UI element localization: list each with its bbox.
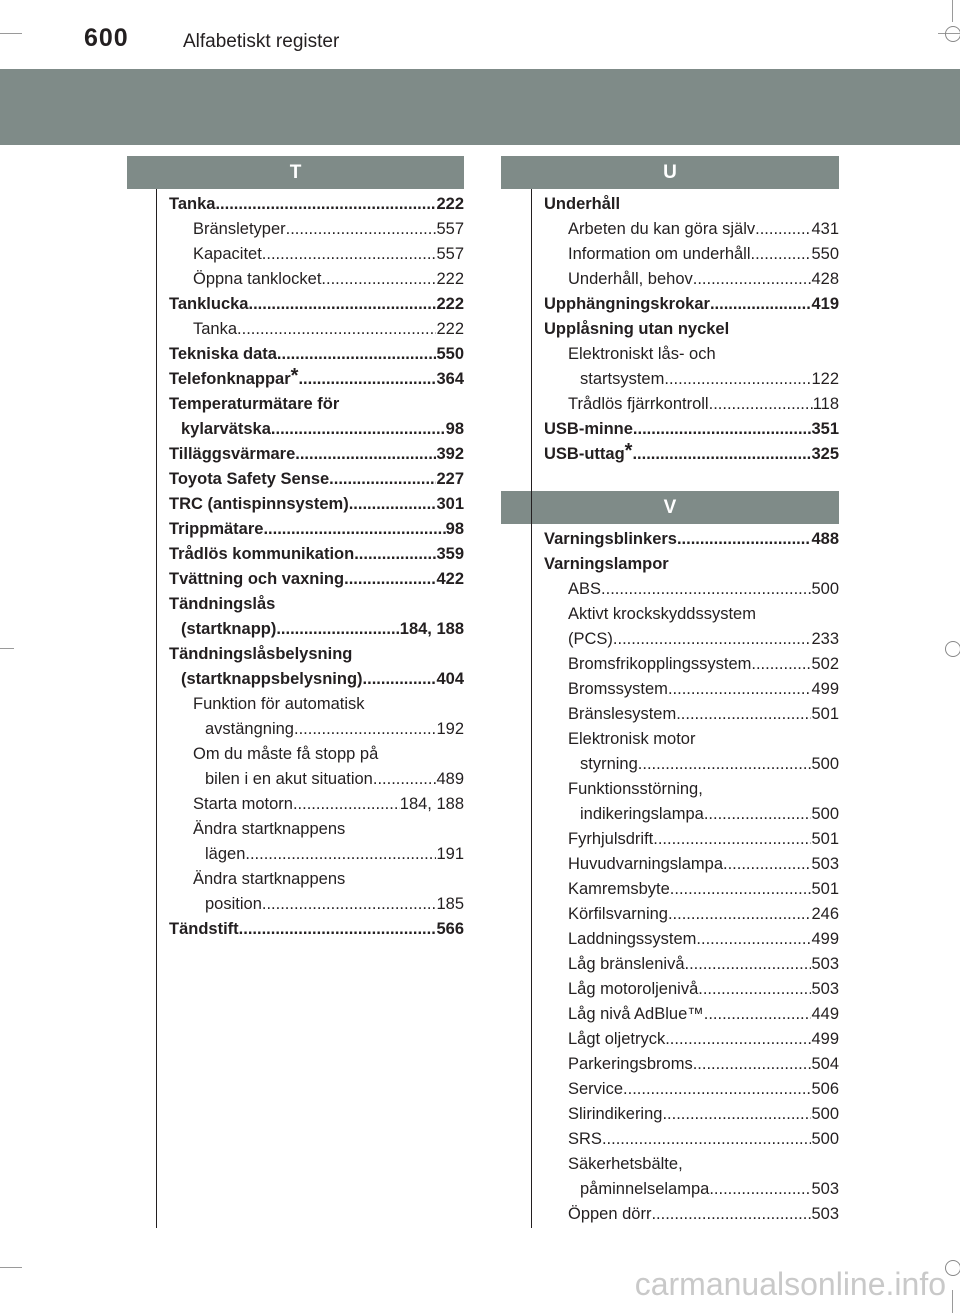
index-entry <box>169 889 464 914</box>
dot-leader <box>668 680 812 699</box>
index-entry <box>544 1099 839 1124</box>
index-entry-text: Telefonknappar* <box>169 364 299 388</box>
index-page-ref: 500 <box>811 1105 839 1123</box>
dot-leader <box>298 370 436 389</box>
index-entry <box>169 514 464 539</box>
dot-leader <box>613 630 812 649</box>
dot-leader <box>239 920 437 939</box>
index-page-ref: 222 <box>436 295 464 313</box>
index-page-ref: 566 <box>436 920 464 938</box>
index-page-ref: 222 <box>436 270 464 288</box>
index-entry-text: Underhåll <box>544 195 621 213</box>
index-entry <box>169 339 464 364</box>
index-list-v <box>544 524 839 1224</box>
index-entry-text: Öppen dörr <box>568 1205 652 1223</box>
index-page-ref: 185 <box>436 895 464 913</box>
index-entry-text: Bromsfrikopplingssystem <box>568 655 752 673</box>
index-entry-text: Arbeten du kan göra själv <box>568 220 756 238</box>
index-entry <box>544 649 839 674</box>
crop-mark <box>952 1290 953 1313</box>
index-entry-text: indikeringslampa <box>580 805 704 823</box>
index-entry-text: Slirindikering <box>568 1105 663 1123</box>
dot-leader <box>751 245 812 264</box>
dot-leader <box>723 855 811 874</box>
index-page-ref: 364 <box>436 370 464 388</box>
index-entry <box>169 439 464 464</box>
index-entry-text: Varningslampor <box>544 555 669 573</box>
index-page-ref: 499 <box>811 1030 839 1048</box>
dot-leader <box>693 270 812 289</box>
index-page-ref: 404 <box>436 670 464 688</box>
index-entry-text: Fyrhjulsdrift <box>568 830 654 848</box>
dot-leader <box>693 1055 812 1074</box>
index-entry-text: lägen <box>205 845 246 863</box>
asterisk-marker: * <box>290 364 299 387</box>
dot-leader <box>295 445 436 464</box>
index-entry-text: Ändra startknappens <box>193 870 346 888</box>
index-page-ref: 301 <box>436 495 464 513</box>
dot-leader <box>245 845 436 864</box>
index-entry-text: Ändra startknappens <box>193 820 346 838</box>
dot-leader <box>623 1080 811 1099</box>
dot-leader <box>632 445 811 464</box>
index-entry <box>169 489 464 514</box>
index-page-ref: 506 <box>811 1080 839 1098</box>
index-entry <box>169 464 464 489</box>
index-entry <box>544 214 839 239</box>
index-entry <box>544 414 839 439</box>
index-entry-text: Tvättning och vaxning <box>169 570 345 588</box>
section-header-t: T <box>127 156 464 189</box>
dot-leader <box>677 530 812 549</box>
index-entry-text: Bränslesystem <box>568 705 677 723</box>
index-entry <box>169 289 464 314</box>
index-page-ref: 98 <box>445 420 464 438</box>
registration-mark <box>945 26 960 42</box>
index-page-ref: 501 <box>811 830 839 848</box>
index-entry-text: Service <box>568 1080 624 1098</box>
index-entry <box>544 524 839 549</box>
index-entry <box>169 264 464 289</box>
index-entry-text: Öppna tanklocket <box>193 270 322 288</box>
dot-leader <box>349 495 437 514</box>
index-entry-text: Tändstift <box>169 920 239 938</box>
index-page-ref: 502 <box>811 655 839 673</box>
index-entry-text: Trådlös kommunikation <box>169 545 355 563</box>
index-entry <box>544 389 839 414</box>
index-page-ref: 118 <box>812 395 839 413</box>
index-page-ref: 501 <box>811 705 839 723</box>
header-banner <box>0 69 960 145</box>
section-header-u: U <box>501 156 839 189</box>
dot-leader <box>329 470 436 489</box>
index-entry <box>544 289 839 314</box>
column-rule-left <box>156 189 157 1228</box>
index-entry <box>544 674 839 699</box>
index-entry <box>544 189 839 214</box>
index-entry-text: Upplåsning utan nyckel <box>544 320 730 338</box>
index-page-ref: 222 <box>436 320 464 338</box>
dot-leader <box>664 370 811 389</box>
watermark: carmanualsonline.info <box>634 1266 946 1302</box>
index-entry <box>544 1074 839 1099</box>
index-entry-text: Tändningslåsbelysning <box>169 645 353 663</box>
index-entry <box>169 214 464 239</box>
dot-leader <box>237 320 436 339</box>
dot-leader <box>363 670 437 689</box>
index-entry <box>544 314 839 339</box>
crop-mark <box>0 648 14 649</box>
index-entry-text: Säkerhetsbälte, <box>568 1155 683 1173</box>
index-entry-text: Tanka <box>169 195 216 213</box>
dot-leader <box>602 1130 812 1149</box>
index-page-ref: 419 <box>811 295 839 313</box>
index-entry <box>544 974 839 999</box>
index-entry-text: TRC (antispinnsystem) <box>169 495 349 513</box>
dot-leader <box>685 955 812 974</box>
index-entry <box>544 999 839 1024</box>
index-entry-text: (startknapp) <box>181 620 277 638</box>
index-entry <box>169 314 464 339</box>
index-entry-text: Låg nivå AdBlue™ <box>568 1005 704 1023</box>
dot-leader <box>601 580 811 599</box>
index-entry <box>544 1049 839 1074</box>
index-page-ref: 222 <box>436 195 464 213</box>
index-entry-text: Information om underhåll <box>568 245 751 263</box>
index-page-ref: 503 <box>811 855 839 873</box>
index-list-u <box>544 189 839 464</box>
index-entry-text: Elektronisk motor <box>568 730 696 748</box>
index-entry-text: position <box>205 895 262 913</box>
index-entry <box>169 664 464 689</box>
dot-leader <box>271 420 446 439</box>
index-entry <box>544 549 839 574</box>
index-page-ref: 428 <box>811 270 839 288</box>
page-number: 600 <box>84 24 129 52</box>
index-entry-text: Trippmätare <box>169 520 264 538</box>
index-entry <box>544 574 839 599</box>
dot-leader <box>665 1030 811 1049</box>
index-entry <box>169 814 464 839</box>
index-entry-text: Tändningslås <box>169 595 276 613</box>
index-page-ref: 191 <box>436 845 464 863</box>
index-entry-text: startsystem <box>580 370 665 388</box>
index-entry <box>544 799 839 824</box>
index-page-ref: 557 <box>436 220 464 238</box>
index-entry-text: Aktivt krockskyddssystem <box>568 605 756 623</box>
index-entry <box>544 749 839 774</box>
dot-leader <box>215 195 436 214</box>
index-entry-text: Huvudvarningslampa <box>568 855 724 873</box>
index-entry-text: Upphängningskrokar <box>544 295 710 313</box>
dot-leader <box>668 905 812 924</box>
index-entry-text: styrning <box>580 755 638 773</box>
index-entry-text: Elektroniskt lås- och <box>568 345 716 363</box>
dot-leader <box>262 895 437 914</box>
index-entry <box>544 599 839 624</box>
dot-leader <box>354 545 436 564</box>
dot-leader <box>248 295 436 314</box>
index-page-ref: 500 <box>811 805 839 823</box>
index-entry <box>169 189 464 214</box>
dot-leader <box>373 770 437 789</box>
index-entry-text: bilen i en akut situation <box>205 770 373 788</box>
index-page-ref: 98 <box>445 520 464 538</box>
index-entry-text: Trådlös fjärrkontroll <box>568 395 709 413</box>
dot-leader <box>662 1105 811 1124</box>
index-entry-text: USB-minne <box>544 420 633 438</box>
index-entry <box>169 589 464 614</box>
index-page-ref: 233 <box>811 630 839 648</box>
index-entry-text: Kapacitet <box>193 245 262 263</box>
index-entry-text: SRS <box>568 1130 602 1148</box>
crop-mark <box>0 33 22 34</box>
asterisk-marker: * <box>624 439 633 462</box>
index-entry-text: avstängning <box>205 720 294 738</box>
index-entry <box>544 624 839 649</box>
index-entry-text: kylarvätska <box>181 420 271 438</box>
index-entry <box>544 849 839 874</box>
index-entry-text: Bränsletyper <box>193 220 286 238</box>
index-entry <box>169 639 464 664</box>
dot-leader <box>276 620 399 639</box>
index-entry <box>544 924 839 949</box>
index-page-ref: 557 <box>436 245 464 263</box>
index-entry <box>169 839 464 864</box>
index-entry-text: Körfilsvarning <box>568 905 668 923</box>
index-entry <box>544 339 839 364</box>
dot-leader <box>709 395 813 414</box>
dot-leader <box>277 345 437 364</box>
index-page-ref: 501 <box>811 880 839 898</box>
index-page-ref: 184, 188 <box>399 620 464 638</box>
index-page-ref: 359 <box>436 545 464 563</box>
index-page-ref: 192 <box>436 720 464 738</box>
index-entry-text: Laddningssystem <box>568 930 697 948</box>
index-entry <box>544 699 839 724</box>
index-page-ref: 351 <box>811 420 839 438</box>
index-entry <box>169 239 464 264</box>
index-entry <box>544 364 839 389</box>
index-page-ref: 184, 188 <box>399 795 464 813</box>
dot-leader <box>709 1180 811 1199</box>
index-page-ref: 488 <box>811 530 839 548</box>
registration-mark <box>945 641 960 657</box>
index-page-ref: 449 <box>811 1005 839 1023</box>
index-entry-text: USB-uttag* <box>544 439 633 463</box>
dot-leader <box>293 795 400 814</box>
index-list-t <box>169 189 464 939</box>
dot-leader <box>755 220 811 239</box>
index-entry <box>169 564 464 589</box>
index-entry <box>544 439 839 464</box>
index-entry <box>169 914 464 939</box>
index-page-ref: 246 <box>811 905 839 923</box>
index-entry-text: Temperaturmätare för <box>169 395 340 413</box>
dot-leader <box>710 295 812 314</box>
index-page-ref: 489 <box>436 770 464 788</box>
index-entry-text: Varningsblinkers <box>544 530 677 548</box>
index-page-ref: 122 <box>811 370 839 388</box>
index-entry-text: ABS <box>568 580 602 598</box>
dot-leader <box>651 1205 811 1224</box>
index-entry-text: Tilläggsvärmare <box>169 445 296 463</box>
dot-leader <box>698 980 811 999</box>
index-entry-text: Låg motoroljenivå <box>568 980 699 998</box>
index-page-ref: 503 <box>811 955 839 973</box>
dot-leader <box>633 420 812 439</box>
column-rule-right <box>531 189 532 1228</box>
index-entry-text: Underhåll, behov <box>568 270 693 288</box>
index-page-ref: 422 <box>436 570 464 588</box>
registration-mark <box>945 1260 960 1276</box>
index-page-ref: 550 <box>811 245 839 263</box>
index-page-ref: 500 <box>811 580 839 598</box>
index-entry-text: (PCS) <box>568 630 613 648</box>
index-entry-text: Låg bränslenivå <box>568 955 685 973</box>
index-entry <box>169 714 464 739</box>
section-title: Alfabetiskt register <box>183 31 340 52</box>
index-entry-text: (startknappsbelysning) <box>181 670 363 688</box>
index-entry-text: Tanklucka <box>169 295 249 313</box>
dot-leader <box>704 1005 812 1024</box>
index-entry <box>169 539 464 564</box>
index-page-ref: 431 <box>811 220 839 238</box>
index-entry <box>169 414 464 439</box>
index-entry <box>544 1149 839 1174</box>
index-page-ref: 500 <box>811 1130 839 1148</box>
dot-leader <box>294 720 436 739</box>
index-page-ref: 550 <box>436 345 464 363</box>
index-entry-text: Lågt oljetryck <box>568 1030 666 1048</box>
index-page-ref: 503 <box>811 1205 839 1223</box>
index-entry-text: påminnelselampa <box>580 1180 710 1198</box>
index-page-ref: 503 <box>811 980 839 998</box>
index-entry-text: Tanka <box>193 320 238 338</box>
index-entry-text: Kamremsbyte <box>568 880 670 898</box>
dot-leader <box>653 830 811 849</box>
index-entry <box>169 689 464 714</box>
index-entry-text: Funktionsstörning, <box>568 780 703 798</box>
index-entry <box>544 1174 839 1199</box>
index-page-ref: 499 <box>811 930 839 948</box>
index-entry <box>544 949 839 974</box>
index-entry <box>544 774 839 799</box>
index-entry-text: Om du måste få stopp på <box>193 745 379 763</box>
index-page-ref: 504 <box>811 1055 839 1073</box>
index-entry-text: Bromssystem <box>568 680 668 698</box>
index-page-ref: 227 <box>436 470 464 488</box>
dot-leader <box>262 245 437 264</box>
index-entry <box>169 789 464 814</box>
index-entry <box>544 724 839 749</box>
dot-leader <box>344 570 436 589</box>
index-page-ref: 500 <box>811 755 839 773</box>
index-entry <box>544 1124 839 1149</box>
dot-leader <box>704 805 812 824</box>
index-entry <box>544 1199 839 1224</box>
index-entry-text: Parkeringsbroms <box>568 1055 693 1073</box>
dot-leader <box>321 270 436 289</box>
index-entry-text: Starta motorn <box>193 795 293 813</box>
index-entry <box>544 824 839 849</box>
dot-leader <box>676 705 811 724</box>
index-entry <box>544 899 839 924</box>
index-page-ref: 499 <box>811 680 839 698</box>
dot-leader <box>751 655 811 674</box>
dot-leader <box>670 880 812 899</box>
index-entry <box>169 389 464 414</box>
dot-leader <box>696 930 811 949</box>
index-entry-text: Tekniska data <box>169 345 277 363</box>
index-page-ref: 325 <box>811 445 839 463</box>
index-entry-text: Funktion för automatisk <box>193 695 365 713</box>
crop-mark <box>952 0 953 22</box>
crop-mark <box>0 1267 22 1268</box>
index-entry <box>544 239 839 264</box>
index-entry <box>169 864 464 889</box>
dot-leader <box>286 220 437 239</box>
index-entry <box>169 614 464 639</box>
index-page-ref: 503 <box>811 1180 839 1198</box>
index-entry <box>169 739 464 764</box>
index-entry <box>169 364 464 389</box>
index-entry-text: Toyota Safety Sense <box>169 470 330 488</box>
index-entry <box>169 764 464 789</box>
index-entry <box>544 1024 839 1049</box>
index-entry <box>544 264 839 289</box>
index-entry <box>544 874 839 899</box>
section-header-v: V <box>501 491 839 524</box>
index-page-ref: 392 <box>436 445 464 463</box>
dot-leader <box>263 520 445 539</box>
dot-leader <box>638 755 812 774</box>
